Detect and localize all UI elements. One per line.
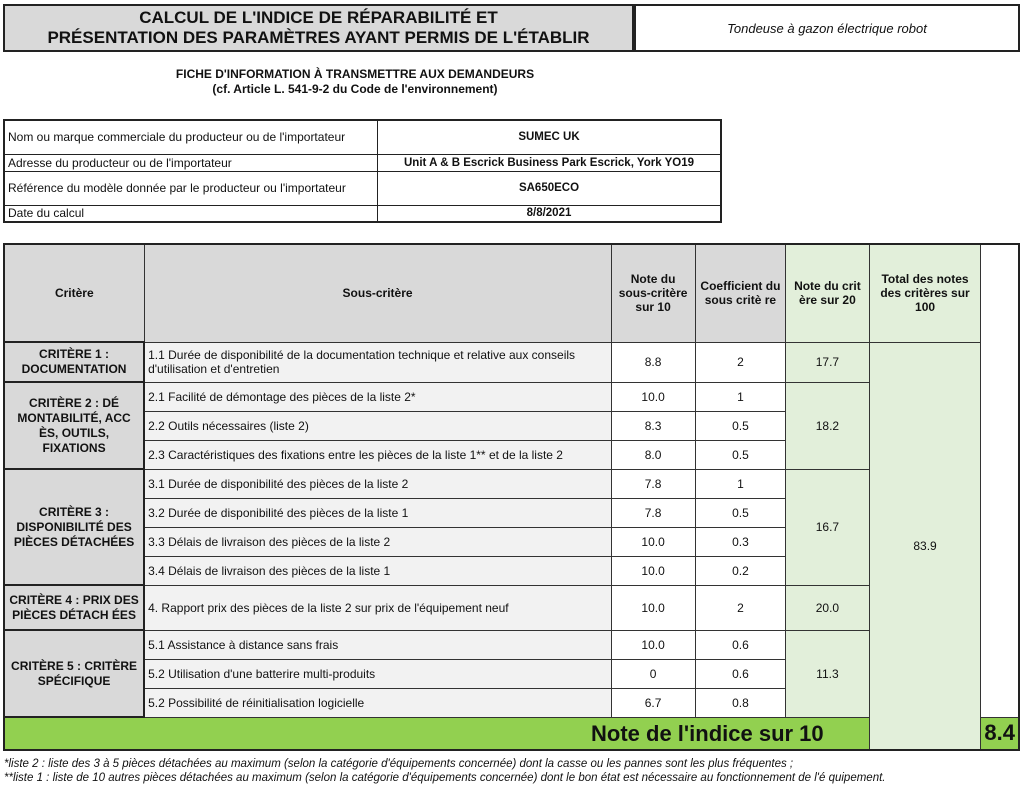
sub-criterion-coef: 0.8 xyxy=(695,688,785,717)
table-header-row xyxy=(4,244,1019,342)
info-value: SA650ECO xyxy=(378,171,722,205)
header-note-critere: Note du crit ère sur 20 xyxy=(786,244,870,342)
repairability-table xyxy=(3,243,1020,751)
info-label: Adresse du producteur ou de l'importateur xyxy=(4,154,378,171)
sub-criterion-label: 1.1 Durée de disponibilité de la documentation technique et relative aux conseils d'utilisation et d'entretien xyxy=(144,342,611,382)
sub-criterion-note: 8.3 xyxy=(611,411,695,440)
table-row xyxy=(4,585,1019,630)
sub-criterion-note: 8.8 xyxy=(611,342,695,382)
sub-criterion-label: 3.2 Durée de disponibilité des pièces de la liste 1 xyxy=(144,498,611,527)
sub-criterion-coef: 2 xyxy=(695,585,785,630)
table-row xyxy=(4,342,1019,382)
sub-criterion-note: 7.8 xyxy=(611,498,695,527)
sub-criterion-label: 2.2 Outils nécessaires (liste 2) xyxy=(144,411,611,440)
sub-criterion-coef: 0.6 xyxy=(695,659,785,688)
sub-criterion-coef: 0.2 xyxy=(695,556,785,585)
info-row xyxy=(4,171,721,205)
product-type: Tondeuse à gazon électrique robot xyxy=(634,4,1020,52)
total-score: 83.9 xyxy=(869,342,981,750)
subheader-line-2: (cf. Article L. 541-9-2 du Code de l'environnement) xyxy=(212,82,498,96)
subheader-line-1: FICHE D'INFORMATION À TRANSMETTRE AUX DEMANDEURS xyxy=(175,67,535,81)
info-row xyxy=(4,205,721,222)
sub-criterion-coef: 2 xyxy=(695,342,785,382)
criterion-score: 11.3 xyxy=(786,630,870,717)
sub-criterion-note: 10.0 xyxy=(611,556,695,585)
index-score-label: Note de l'indice sur 10 xyxy=(4,717,869,750)
index-score-value: 8.4 xyxy=(981,717,1019,750)
sub-criterion-label: 2.3 Caractéristiques des fixations entre les pièces de la liste 1** et de la liste 2 xyxy=(144,440,611,469)
sub-criterion-note: 10.0 xyxy=(611,585,695,630)
criterion-name: CRITÈRE 2 : DÉ MONTABILITÉ, ACC ÈS, OUTILS, FIXATIONS xyxy=(4,382,144,469)
criterion-score: 20.0 xyxy=(786,585,870,630)
sub-criterion-note: 8.0 xyxy=(611,440,695,469)
sub-criterion-label: 3.3 Délais de livraison des pièces de la liste 2 xyxy=(144,527,611,556)
subheader xyxy=(140,67,570,97)
info-row xyxy=(4,120,721,154)
info-label: Référence du modèle donnée par le producteur ou l'importateur xyxy=(4,171,378,205)
producer-info-table xyxy=(3,119,722,223)
criterion-name: CRITÈRE 5 : CRITÈRE SPÉCIFIQUE xyxy=(4,630,144,717)
sub-criterion-label: 5.2 Utilisation d'une batterire multi-produits xyxy=(144,659,611,688)
header-coefficient: Coefficient du sous critè re xyxy=(695,244,785,342)
criterion-name: CRITÈRE 1 : DOCUMENTATION xyxy=(4,342,144,382)
table-row xyxy=(4,382,1019,411)
footnotes xyxy=(4,757,1020,785)
info-row xyxy=(4,154,721,171)
info-label: Nom ou marque commerciale du producteur ou de l'importateur xyxy=(4,120,378,154)
sub-criterion-coef: 0.3 xyxy=(695,527,785,556)
sub-criterion-note: 7.8 xyxy=(611,469,695,498)
sub-criterion-coef: 0.6 xyxy=(695,630,785,659)
sub-criterion-coef: 0.5 xyxy=(695,411,785,440)
sub-criterion-note: 10.0 xyxy=(611,630,695,659)
sub-criterion-label: 5.2 Possibilité de réinitialisation logicielle xyxy=(144,688,611,717)
criterion-name: CRITÈRE 4 : PRIX DES PIÈCES DÉTACH ÉES xyxy=(4,585,144,630)
sub-criterion-label: 3.4 Délais de livraison des pièces de la liste 1 xyxy=(144,556,611,585)
header-critere: Critère xyxy=(4,244,144,342)
header-total: Total des notes des critères sur 100 xyxy=(869,244,981,342)
table-row xyxy=(4,630,1019,659)
title-line-1: CALCUL DE L'INDICE DE RÉPARABILITÉ ET xyxy=(139,8,498,27)
info-value: 8/8/2021 xyxy=(378,205,722,222)
sub-criterion-note: 10.0 xyxy=(611,382,695,411)
info-value: SUMEC UK xyxy=(378,120,722,154)
table-row xyxy=(4,469,1019,498)
header-note-sous-critere: Note du sous-critère sur 10 xyxy=(611,244,695,342)
sub-criterion-coef: 0.5 xyxy=(695,498,785,527)
sub-criterion-label: 4. Rapport prix des pièces de la liste 2 sur prix de l'équipement neuf xyxy=(144,585,611,630)
criterion-score: 18.2 xyxy=(786,382,870,469)
sub-criterion-note: 0 xyxy=(611,659,695,688)
info-label: Date du calcul xyxy=(4,205,378,222)
sub-criterion-note: 6.7 xyxy=(611,688,695,717)
footnote-liste-2: *liste 2 : liste des 3 à 5 pièces détachées au maximum (selon la catégorie d'équipements concernée) dont la casse ou les pannes sont les plus fréquentes ; xyxy=(4,758,794,770)
sub-criterion-coef: 1 xyxy=(695,469,785,498)
sub-criterion-coef: 1 xyxy=(695,382,785,411)
sub-criterion-coef: 0.5 xyxy=(695,440,785,469)
criterion-name: CRITÈRE 3 : DISPONIBILITÉ DES PIÈCES DÉTACHÉES xyxy=(4,469,144,585)
footnote-liste-1: **liste 1 : liste de 10 autres pièces détachées au maximum (selon la catégorie d'équipements concernée) dont le bon état est nécessaire au fonctionnement de l'é quipement. xyxy=(4,772,886,784)
title-line-2: PRÉSENTATION DES PARAMÈTRES AYANT PERMIS DE L'ÉTABLIR xyxy=(47,28,590,47)
header-sous-critere: Sous-critère xyxy=(144,244,611,342)
index-score-row xyxy=(4,717,1019,750)
info-value: Unit A & B Escrick Business Park Escrick, York YO19 xyxy=(378,154,722,171)
sub-criterion-label: 5.1 Assistance à distance sans frais xyxy=(144,630,611,659)
sub-criterion-label: 2.1 Facilité de démontage des pièces de la liste 2* xyxy=(144,382,611,411)
sub-criterion-label: 3.1 Durée de disponibilité des pièces de la liste 2 xyxy=(144,469,611,498)
criterion-score: 17.7 xyxy=(786,342,870,382)
sub-criterion-note: 10.0 xyxy=(611,527,695,556)
criterion-score: 16.7 xyxy=(786,469,870,585)
page-title xyxy=(3,4,634,52)
